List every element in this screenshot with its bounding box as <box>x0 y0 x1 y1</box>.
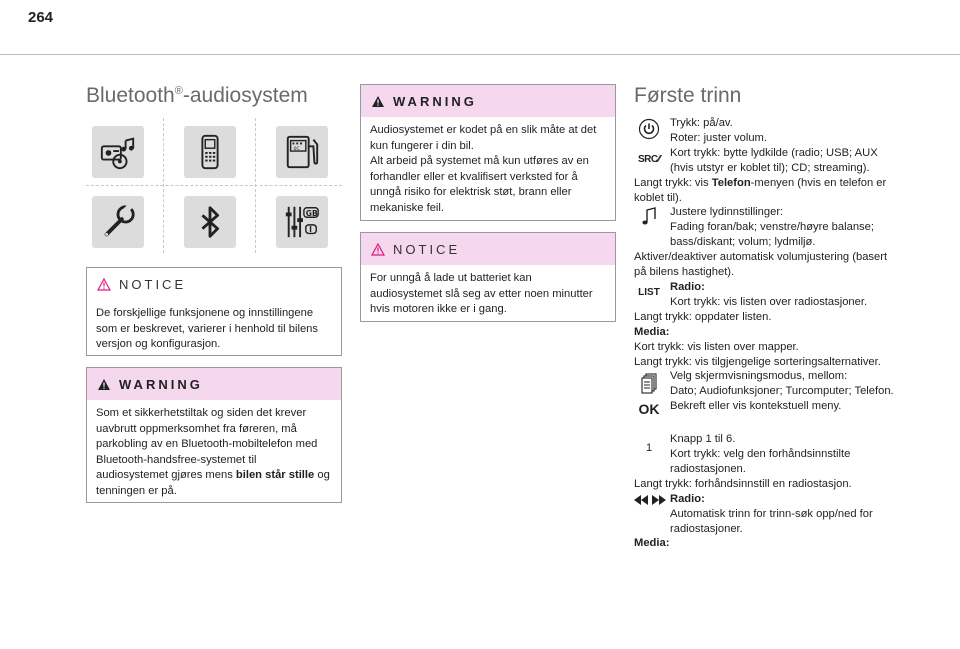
notice-label: NOTICE <box>393 241 461 257</box>
first-steps-content <box>634 116 894 551</box>
seek-row <box>634 492 894 537</box>
power-icon <box>634 118 664 145</box>
power-row <box>634 116 894 146</box>
list-text: Kort trykk: vis listen over radiostasjoner. <box>670 295 868 308</box>
list-heading-radio: Radio: <box>670 280 705 293</box>
seek-heading-media: Media: <box>634 537 670 550</box>
wrench-settings-icon <box>92 196 144 248</box>
source-text-bold: Telefon <box>711 176 751 189</box>
list-row <box>634 280 894 310</box>
svg-text:I: I <box>309 224 312 234</box>
preset-row <box>634 432 894 477</box>
source-long-press <box>634 176 894 206</box>
warning-triangle-icon <box>97 378 111 391</box>
notice-header <box>87 268 341 300</box>
title-sup: ® <box>174 85 183 97</box>
warning-text: Audiosystemet er kodet på en slik måte at det kun fungerer i din bil. Alt arbeid på systemet må kun utføres av en forhandler eller et kvalifisert verksted for å unngå risiko for elektrisk støt, brann eller mekaniske feil. <box>370 124 597 214</box>
mobile-phone-icon <box>184 126 236 178</box>
power-text: Roter: juster volum. <box>670 131 767 144</box>
warning-header <box>87 368 341 400</box>
music-text: Justere lydinnstillinger: <box>670 206 784 219</box>
seek-arrows-icon <box>634 495 664 510</box>
source-text: Kort trykk: bytte lydkilde (radio; USB; AUX (hvis utstyr er koblet til); CD; streaming). <box>670 146 878 174</box>
music-note-icon <box>634 206 664 231</box>
svg-text:0C: 0C <box>293 147 300 153</box>
page-number: 264 <box>28 9 54 26</box>
title-main: Bluetooth <box>86 84 175 107</box>
preset-text: Kort trykk: velg den forhåndsinnstilte radiostasjonen. <box>670 448 851 475</box>
trip-computer-fuel-icon <box>276 126 328 178</box>
source-text: -menyen (hvis en telefon er koblet til). <box>634 176 887 204</box>
warning-label: WARNING <box>393 93 477 109</box>
seek-text: Automatisk trinn for trinn-søk opp/ned for radiostasjoner. <box>670 507 873 535</box>
spacer <box>634 414 894 432</box>
music-row <box>634 205 894 250</box>
warning-text <box>87 400 341 506</box>
grid-divider <box>255 118 256 253</box>
icon-grid <box>86 118 342 253</box>
preset-text: Knapp 1 til 6. <box>670 433 736 446</box>
screen-mode-icon <box>634 373 664 400</box>
section-title-bluetooth <box>86 84 308 108</box>
screen-mode-row <box>634 369 894 399</box>
list-heading <box>634 280 894 295</box>
notice-text: De forskjellige funksjonene og innstillingene som er beskrevet, varierer i henhold til bilens versjon og konfigurasjon. <box>96 307 318 351</box>
seek-heading-radio: Radio: <box>670 492 705 505</box>
list-text: Kort trykk: vis listen over mapper. <box>634 340 799 353</box>
seek-heading <box>634 492 894 507</box>
radio-cd-music-icon <box>92 126 144 178</box>
warning-box-coded <box>360 84 616 221</box>
preset-text: Langt trykk: forhåndsinnstill en radiostasjon. <box>634 477 852 490</box>
notice-box-config <box>86 267 342 356</box>
warning-box-bluetooth <box>86 367 342 503</box>
ok-row <box>634 399 894 418</box>
list-icon: LIST <box>638 286 660 298</box>
svg-text:GB: GB <box>305 208 318 218</box>
top-rule <box>0 54 960 55</box>
warning-label: WARNING <box>119 376 203 392</box>
warning-triangle-icon <box>371 95 385 108</box>
power-text: Trykk: på/av. <box>670 117 733 129</box>
screen-mode-text: Velg skjermvisningsmodus, mellom: <box>670 370 848 383</box>
list-text: Langt trykk: oppdater listen. <box>634 310 772 323</box>
music-text: Aktiver/deaktiver automatisk volumjustering (basert på bilens hastighet). <box>634 251 888 279</box>
source-text: Langt trykk: vis <box>634 176 712 189</box>
grid-divider <box>86 185 342 186</box>
notice-label: NOTICE <box>119 276 187 292</box>
warning-text-bold: bilen står stille <box>235 469 315 482</box>
screen-mode-text: Dato; Audiofunksjoner; Turcomputer; Telefon. <box>670 385 894 398</box>
notice-text: For unngå å lade ut batteriet kan audiosystemet slå seg av etter noen minutter hvis motoren ikke er i gang. <box>370 272 593 316</box>
source-row <box>634 146 894 176</box>
warning-header <box>361 85 615 117</box>
notice-triangle-icon <box>97 278 111 291</box>
notice-box-battery <box>360 232 616 322</box>
list-text: Langt trykk: vis tilgjengelige sorteringsalternativer. <box>634 355 881 368</box>
music-text: Fading foran/bak; venstre/høyre balanse; bass/diskant; volum; lydmiljø. <box>670 221 874 249</box>
preset-button-icon: 1 <box>645 442 653 455</box>
notice-triangle-icon <box>371 243 385 256</box>
warning-text-part: Som et sikkerhetstiltak og siden det krever uavbrutt oppmerksomhet fra føreren, må parkobling av en Bluetooth-mobiltelefon med Bluetooth-handsfree-systemet til audiosystemet gjøres mens <box>96 407 318 482</box>
source-icon: SRC⁄⁄ <box>638 153 660 165</box>
list-heading-media: Media: <box>634 325 670 338</box>
notice-header <box>361 233 615 265</box>
grid-divider <box>163 118 164 253</box>
audio-settings-gb-icon <box>276 196 328 248</box>
title-rest: -audiosystem <box>182 84 308 107</box>
section-title-first-steps: Første trinn <box>634 84 742 107</box>
bluetooth-icon <box>184 196 236 248</box>
ok-text: Bekreft eller vis kontekstuell meny. <box>670 400 842 413</box>
ok-icon: OK <box>638 401 660 418</box>
warning-text-part: og tenningen er på. <box>96 469 330 497</box>
